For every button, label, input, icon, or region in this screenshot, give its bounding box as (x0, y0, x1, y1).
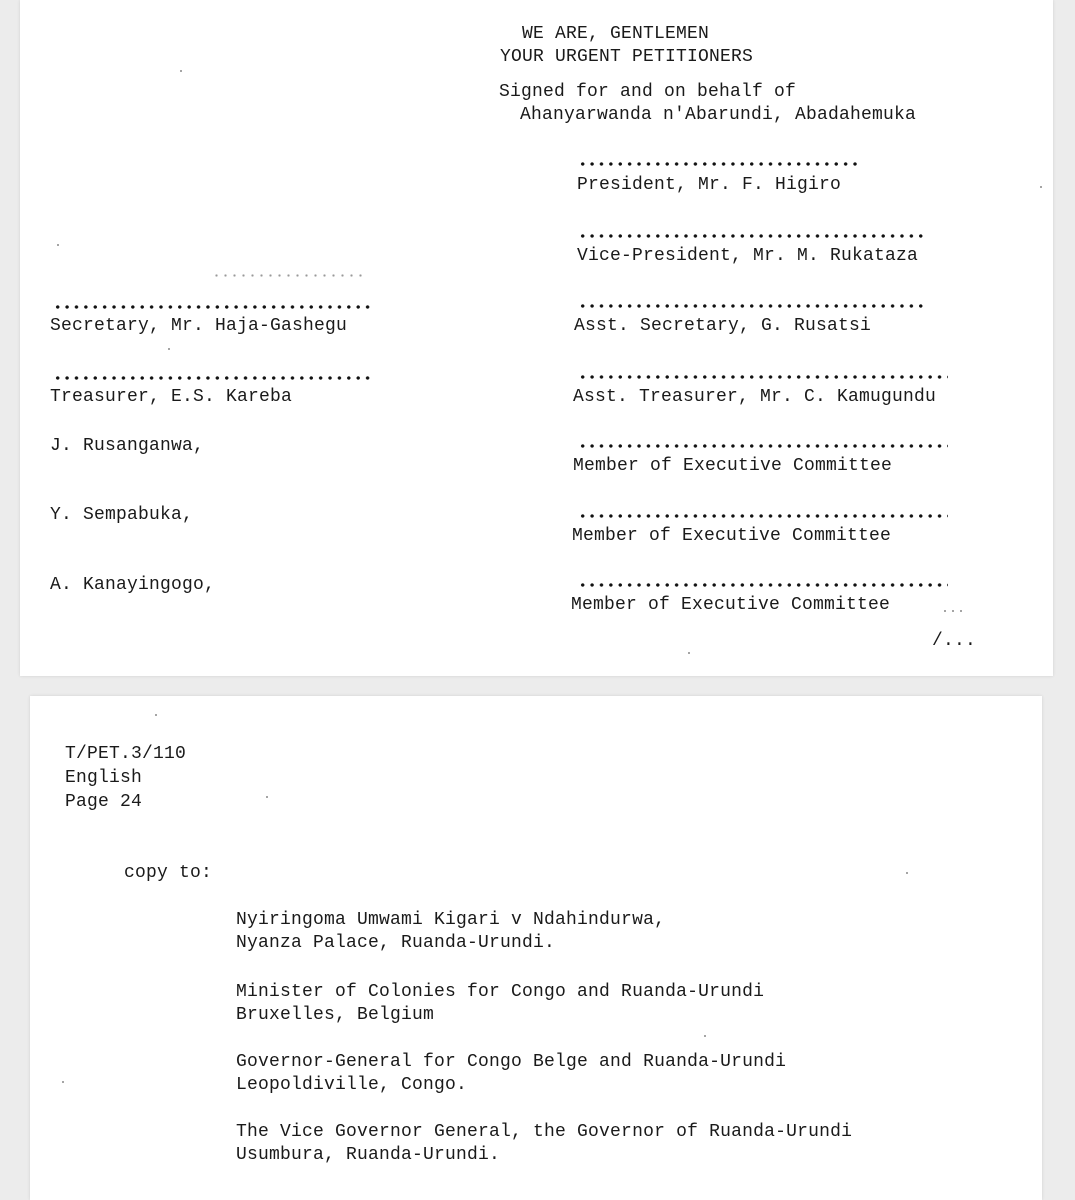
scan-speck (266, 796, 268, 798)
scan-speck (1040, 186, 1042, 188)
scan-speck (704, 1035, 706, 1037)
recipient-1-line-1: Nyiringoma Umwami Kigari v Ndahindurwa, (236, 910, 666, 930)
signatory-president: President, Mr. F. Higiro (577, 175, 842, 195)
signature-line (578, 583, 948, 587)
signatory-committee-member-2: Member of Executive Committee (572, 526, 892, 546)
document-language: English (65, 768, 143, 788)
document-page-signatures (20, 0, 1053, 676)
signatory-treasurer: Treasurer, E.S. Kareba (50, 387, 293, 407)
scan-speck (944, 610, 946, 612)
signature-line (578, 304, 928, 308)
signature-line (578, 234, 928, 238)
scan-speck (155, 714, 157, 716)
faint-mark (212, 274, 362, 277)
scan-speck (906, 872, 908, 874)
scan-speck (952, 610, 954, 612)
signatory-committee-member-3: Member of Executive Committee (571, 595, 891, 615)
closing-line-1: WE ARE, GENTLEMEN (522, 24, 710, 44)
recipient-2-line-1: Minister of Colonies for Congo and Ruanda-Urundi (236, 982, 765, 1002)
recipient-2-line-2: Bruxelles, Belgium (236, 1005, 435, 1025)
signatory-asst-treasurer: Asst. Treasurer, Mr. C. Kamugundu (573, 387, 937, 407)
copy-to-label: copy to: (124, 863, 213, 883)
signatory-sempabuka: Y. Sempabuka, (50, 505, 194, 525)
signatory-secretary: Secretary, Mr. Haja-Gashegu (50, 316, 348, 336)
recipient-3-line-1: Governor-General for Congo Belge and Ruanda-Urundi (236, 1052, 787, 1072)
recipient-4-line-2: Usumbura, Ruanda-Urundi. (236, 1145, 501, 1165)
recipient-4-line-1: The Vice Governor General, the Governor of Ruanda-Urundi (236, 1122, 853, 1142)
signed-line-2: Ahanyarwanda n'Abarundi, Abadahemuka (520, 105, 917, 125)
recipient-1-line-2: Nyanza Palace, Ruanda-Urundi. (236, 933, 556, 953)
page-number: Page 24 (65, 792, 143, 812)
signature-line (53, 305, 371, 309)
signature-line (53, 376, 371, 380)
document-page-copy-list (30, 696, 1042, 1200)
recipient-3-line-2: Leopoldiville, Congo. (236, 1075, 468, 1095)
signature-line (578, 162, 858, 166)
scan-speck (168, 348, 170, 350)
signatory-committee-member-1: Member of Executive Committee (573, 456, 893, 476)
signatory-kanayingogo: A. Kanayingogo, (50, 575, 216, 595)
signature-line (578, 514, 948, 518)
signatory-rusanganwa: J. Rusanganwa, (50, 436, 205, 456)
signatory-vice-president: Vice-President, Mr. M. Rukataza (577, 246, 919, 266)
signature-line (578, 444, 948, 448)
continuation-mark: /... (932, 631, 977, 651)
scan-speck (688, 652, 690, 654)
scan-speck (960, 610, 962, 612)
closing-line-2: YOUR URGENT PETITIONERS (500, 47, 754, 67)
scan-speck (180, 70, 182, 72)
signature-line (578, 375, 948, 379)
scan-speck (62, 1081, 64, 1083)
signed-line-1: Signed for and on behalf of (499, 82, 797, 102)
signatory-asst-secretary: Asst. Secretary, G. Rusatsi (574, 316, 872, 336)
document-symbol: T/PET.3/110 (65, 744, 187, 764)
scan-speck (57, 244, 59, 246)
